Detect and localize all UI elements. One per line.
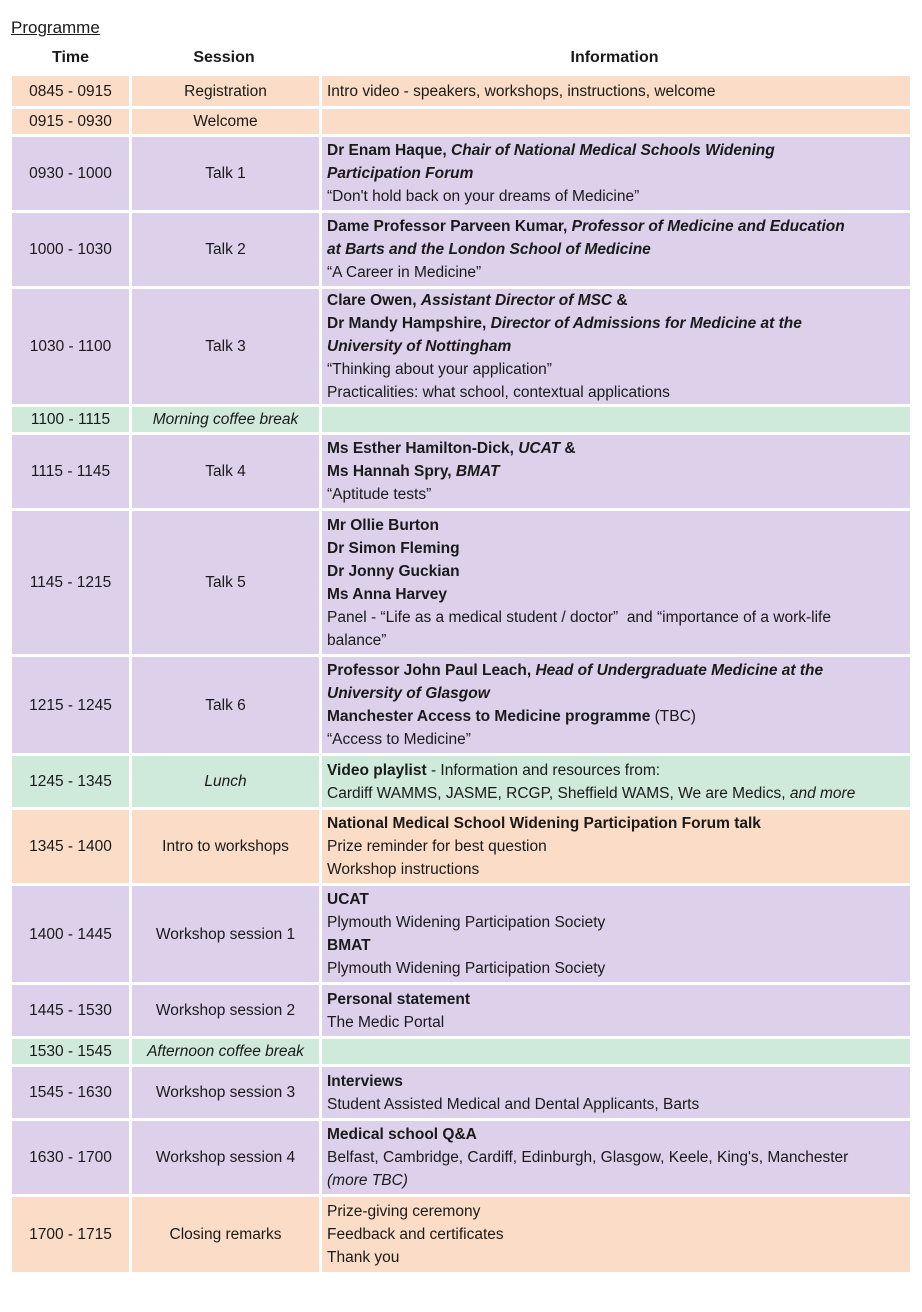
session-cell: Workshop session 3 (129, 1067, 319, 1118)
information-text: Thank you (327, 1249, 400, 1266)
session-cell: Talk 2 (129, 213, 319, 286)
information-text: (TBC) (650, 708, 696, 725)
information-line (327, 888, 906, 911)
information-cell (319, 109, 910, 134)
session-cell: Afternoon coffee break (129, 1039, 319, 1064)
information-text: Video playlist (327, 761, 427, 779)
information-line (327, 514, 906, 537)
information-text: Mr Ollie Burton (327, 516, 439, 534)
information-text: Dr Simon Fleming (327, 539, 460, 557)
information-text: - Information and resources from: (426, 761, 661, 779)
session-cell: Closing remarks (129, 1197, 319, 1272)
information-line (327, 1123, 906, 1146)
time-cell: 1400 - 1445 (12, 886, 129, 982)
information-text: Practicalities: what school, contextual applications (327, 384, 670, 401)
table-row (12, 109, 910, 134)
information-text: Professor John Paul Leach, (327, 662, 536, 679)
session-cell: Intro to workshops (129, 810, 319, 883)
session-cell: Workshop session 1 (129, 886, 319, 982)
time-cell: 0845 - 0915 (12, 76, 129, 106)
table-row (12, 1121, 910, 1194)
information-text: National Medical School Widening Participation Forum talk (327, 815, 761, 832)
information-text: University of Glasgow (327, 685, 490, 702)
information-text: “Aptitude tests” (327, 486, 432, 503)
time-cell: 1700 - 1715 (12, 1197, 129, 1272)
session-cell: Lunch (129, 756, 319, 807)
information-text: Belfast, Cambridge, Cardiff, Edinburgh, Glasgow, Keele, King's, Manchester (327, 1149, 849, 1166)
information-line (327, 957, 906, 980)
time-cell: 1530 - 1545 (12, 1039, 129, 1064)
information-text: Dame Professor Parveen Kumar, (327, 218, 572, 235)
information-text: BMAT (455, 463, 500, 480)
information-text: Ms Anna Harvey (327, 585, 448, 603)
information-cell (319, 886, 910, 982)
session-cell: Talk 3 (129, 289, 319, 404)
information-text: & (612, 292, 628, 309)
table-row (12, 886, 910, 982)
table-row (12, 137, 910, 210)
information-text: Prize-giving ceremony (327, 1203, 481, 1220)
information-cell (319, 435, 910, 508)
information-cell (319, 76, 910, 106)
information-line (327, 460, 906, 483)
session-cell: Talk 6 (129, 657, 319, 753)
information-line (327, 911, 906, 934)
programme-table (12, 40, 910, 1275)
time-cell: 1030 - 1100 (12, 289, 129, 404)
information-text: Plymouth Widening Participation Society (327, 960, 606, 977)
information-text: (more TBC) (327, 1172, 408, 1189)
information-line (327, 682, 906, 705)
information-text: Personal statement (327, 990, 470, 1008)
session-cell: Morning coffee break (129, 407, 319, 432)
information-cell (319, 213, 910, 286)
information-text: Dr Jonny Guckian (327, 562, 460, 580)
information-text: UCAT (518, 440, 561, 457)
information-text: Dr Enam Haque, (327, 142, 452, 159)
information-text: UCAT (327, 891, 369, 908)
table-row (12, 1067, 910, 1118)
table-row (12, 985, 910, 1036)
information-line (327, 812, 906, 835)
information-line (327, 705, 906, 728)
time-cell: 1115 - 1145 (12, 435, 129, 508)
information-text: Ms Esther Hamilton-Dick, (327, 440, 519, 457)
information-cell (319, 657, 910, 753)
column-header-information: Information (319, 43, 910, 73)
information-line (327, 139, 906, 162)
table-row (12, 1039, 910, 1064)
column-header-session: Session (129, 43, 319, 73)
session-cell: Talk 4 (129, 435, 319, 508)
table-row (12, 511, 910, 654)
information-line (327, 606, 906, 629)
time-cell: 1345 - 1400 (12, 810, 129, 883)
information-text: Professor of Medicine and Education (571, 218, 845, 235)
information-cell (319, 511, 910, 654)
information-text: Panel - “Life as a medical student / doctor” and “importance of a work-life (327, 608, 831, 626)
information-line (327, 759, 906, 782)
information-text: “Access to Medicine” (327, 731, 471, 748)
information-text: “Thinking about your application” (327, 361, 552, 378)
information-text: Director of Admissions for Medicine at the (490, 315, 802, 332)
information-line (327, 289, 906, 312)
information-line (327, 1070, 906, 1093)
session-cell: Workshop session 2 (129, 985, 319, 1036)
information-cell (319, 407, 910, 432)
information-line (327, 537, 906, 560)
information-line (327, 335, 906, 358)
table-row (12, 76, 910, 106)
information-cell (319, 1067, 910, 1118)
information-cell (319, 289, 910, 404)
information-text: Feedback and certificates (327, 1226, 504, 1243)
information-line (327, 782, 906, 805)
information-line (327, 835, 906, 858)
information-text: Student Assisted Medical and Dental Applicants, Barts (327, 1095, 700, 1113)
time-cell: 1545 - 1630 (12, 1067, 129, 1118)
information-cell (319, 756, 910, 807)
session-cell: Registration (129, 76, 319, 106)
information-text: University of Nottingham (327, 338, 512, 355)
session-cell: Talk 1 (129, 137, 319, 210)
time-cell: 1000 - 1030 (12, 213, 129, 286)
table-row (12, 213, 910, 286)
information-cell (319, 1121, 910, 1194)
information-line (327, 162, 906, 185)
information-text: Plymouth Widening Participation Society (327, 914, 606, 931)
time-cell: 1100 - 1115 (12, 407, 129, 432)
information-text: “Don't hold back on your dreams of Medicine” (327, 188, 640, 205)
table-row (12, 1197, 910, 1272)
information-text: at Barts and the London School of Medicine (327, 241, 651, 258)
table-row (12, 407, 910, 432)
information-text: The Medic Portal (327, 1013, 445, 1031)
information-text: & (560, 440, 576, 457)
information-cell (319, 810, 910, 883)
information-line (327, 1011, 906, 1034)
information-line (327, 437, 906, 460)
information-text: Clare Owen, (327, 292, 421, 309)
information-line (327, 629, 906, 652)
information-text: Prize reminder for best question (327, 838, 547, 855)
time-cell: 0930 - 1000 (12, 137, 129, 210)
information-text: Workshop instructions (327, 861, 480, 878)
information-cell (319, 985, 910, 1036)
information-line (327, 583, 906, 606)
time-cell: 1145 - 1215 (12, 511, 129, 654)
information-line (327, 858, 906, 881)
session-cell: Welcome (129, 109, 319, 134)
information-line (327, 1146, 906, 1169)
information-text: Cardiff WAMMS, JASME, RCGP, Sheffield WAMS, We are Medics, (327, 784, 790, 802)
information-line (327, 1200, 906, 1223)
information-text: Head of Undergraduate Medicine at the (535, 662, 824, 679)
information-text: “A Career in Medicine” (327, 264, 482, 281)
information-text: balance” (327, 631, 387, 649)
table-row (12, 756, 910, 807)
table-header (12, 43, 910, 73)
table-row (12, 810, 910, 883)
information-line (327, 312, 906, 335)
information-text: Participation Forum (327, 165, 474, 182)
time-cell: 1630 - 1700 (12, 1121, 129, 1194)
information-text: Dr Mandy Hampshire, (327, 315, 491, 332)
information-line (327, 934, 906, 957)
information-text: Chair of National Medical Schools Widening (451, 142, 775, 159)
information-cell (319, 1039, 910, 1064)
table-row (12, 289, 910, 404)
information-line (327, 358, 906, 381)
information-text: Intro video - speakers, workshops, instructions, welcome (327, 82, 716, 100)
table-row (12, 435, 910, 508)
information-text: Ms Hannah Spry, (327, 463, 456, 480)
time-cell: 1445 - 1530 (12, 985, 129, 1036)
information-line (327, 1169, 906, 1192)
information-cell (319, 137, 910, 210)
information-text: Manchester Access to Medicine programme (327, 708, 651, 725)
time-cell: 1245 - 1345 (12, 756, 129, 807)
information-line (327, 659, 906, 682)
information-line (327, 238, 906, 261)
header-row (12, 43, 910, 73)
information-line (327, 261, 906, 284)
time-cell: 0915 - 0930 (12, 109, 129, 134)
information-line (327, 988, 906, 1011)
information-line (327, 215, 906, 238)
information-line (327, 1246, 906, 1269)
session-cell: Workshop session 4 (129, 1121, 319, 1194)
information-text: Assistant Director of MSC (420, 292, 613, 309)
page-title: Programme (11, 18, 100, 37)
information-text: BMAT (327, 937, 371, 954)
information-line (327, 185, 906, 208)
information-text: and more (789, 784, 856, 802)
information-line (327, 1093, 906, 1116)
information-line (327, 560, 906, 583)
time-cell: 1215 - 1245 (12, 657, 129, 753)
table-row (12, 657, 910, 753)
information-line (327, 728, 906, 751)
session-cell: Talk 5 (129, 511, 319, 654)
information-line (327, 80, 906, 103)
information-text: Medical school Q&A (327, 1126, 477, 1143)
column-header-time: Time (12, 43, 129, 73)
information-text: Interviews (327, 1072, 403, 1090)
table-body (12, 76, 910, 1272)
information-line (327, 483, 906, 506)
information-cell (319, 1197, 910, 1272)
information-line (327, 381, 906, 404)
information-line (327, 1223, 906, 1246)
